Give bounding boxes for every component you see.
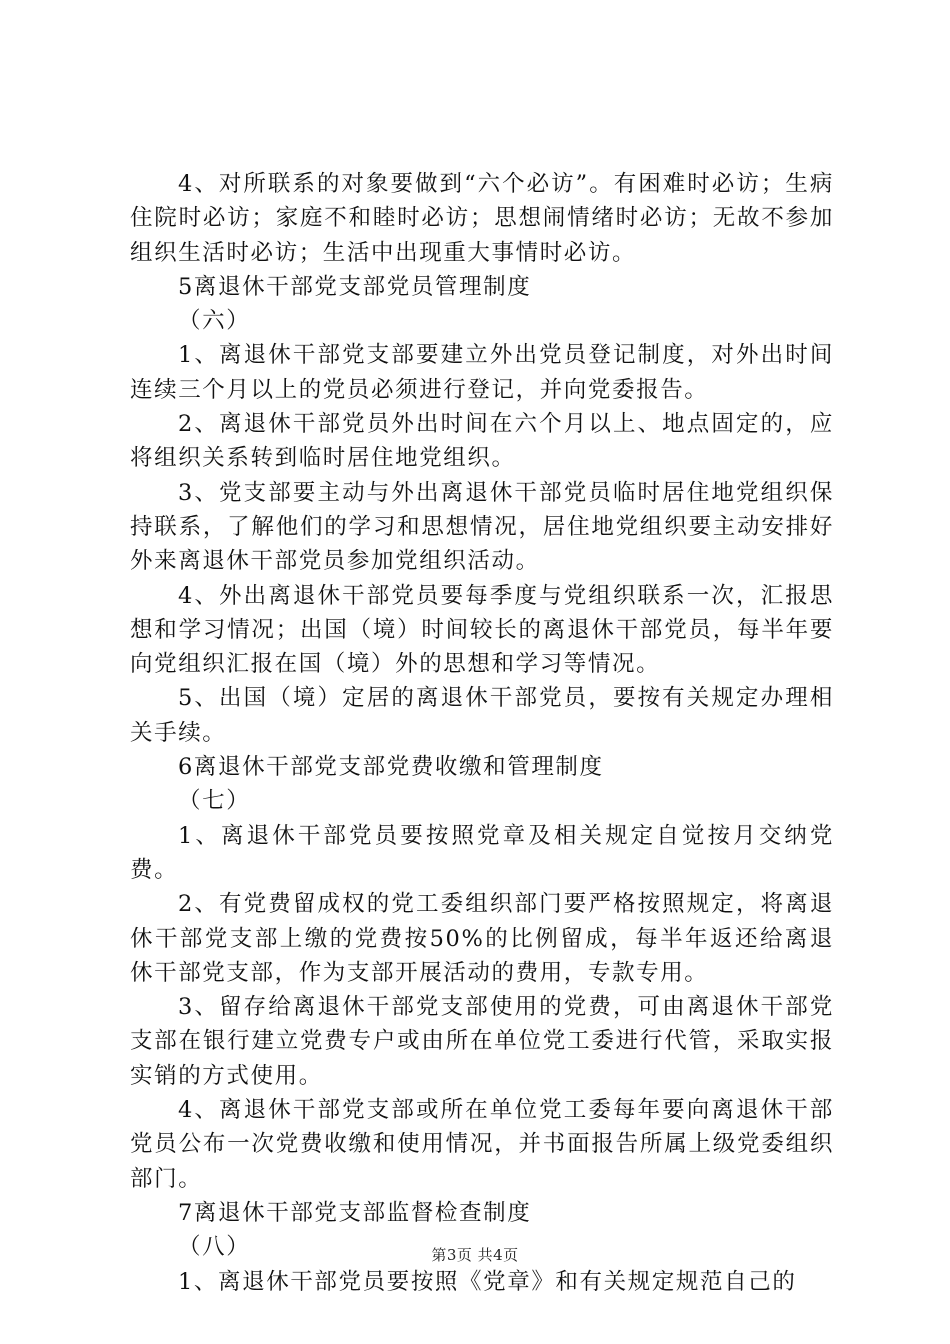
paragraph-item-1-registration: 1、离退休干部党支部要建立外出党员登记制度，对外出时间连续三个月以上的党员必须进行登记，并向党委报告。 — [130, 342, 834, 403]
page-number-footer: 第3页 共4页 — [431, 1246, 519, 1264]
paragraph-fee-item-2: 2、有党费留成权的党工委组织部门要严格按照规定，将离退休干部党支部上缴的党费按50%的比例留成，每半年返还给离退休干部党支部，作为支部开展活动的费用，专款专用。 — [130, 891, 834, 986]
section-number-seven: （七） — [178, 788, 251, 815]
paragraph-fee-item-3: 3、留存给离退休干部党支部使用的党费，可由离退休干部党支部在银行建立党费专户或由所在单位党工委进行代管，采取实报实销的方式使用。 — [130, 994, 834, 1089]
document-body — [130, 167, 834, 1299]
section-number-six: （六） — [178, 308, 251, 335]
section-heading-supervision: 7离退休干部党支部监督检查制度 — [178, 1199, 532, 1226]
paragraph-item-4-reporting: 4、外出离退休干部党员要每季度与党组织联系一次，汇报思想和学习情况；出国（境）时间较长的离退休干部党员，每半年要向党组织汇报在国（境）外的思想和学习等情况。 — [130, 582, 834, 678]
section-heading-party-fee: 6离退休干部党支部党费收缴和管理制度 — [178, 754, 604, 781]
section-heading-party-member-management: 5离退休干部党支部党员管理制度 — [178, 273, 532, 300]
paragraph-item-2-transfer: 2、离退休干部党员外出时间在六个月以上、地点固定的，应将组织关系转到临时居住地党组织。 — [130, 411, 834, 472]
paragraph-visit-rules: 4、对所联系的对象要做到“六个必访”。有困难时必访；生病住院时必访；家庭不和睦时必访；思想闹情绪时必访；无故不参加组织生活时必访；生活中出现重大事情时必访。 — [130, 171, 834, 266]
paragraph-fee-item-4: 4、离退休干部党支部或所在单位党工委每年要向离退休干部党员公布一次党费收缴和使用情况，并书面报告所属上级党委组织部门。 — [130, 1097, 834, 1192]
paragraph-fee-item-1: 1、离退休干部党员要按照党章及相关规定自觉按月交纳党费。 — [130, 822, 834, 883]
paragraph-supervision-item-1: 1、离退休干部党员要按照《党章》和有关规定规范自己的 — [178, 1268, 797, 1295]
paragraph-item-5-settlement: 5、出国（境）定居的离退休干部党员，要按有关规定办理相关手续。 — [130, 685, 834, 746]
section-number-eight: （八） — [178, 1234, 251, 1261]
paragraph-item-3-contact: 3、党支部要主动与外出离退休干部党员临时居住地党组织保持联系，了解他们的学习和思想情况，居住地党组织要主动安排好外来离退休干部党员参加党组织活动。 — [130, 479, 834, 575]
